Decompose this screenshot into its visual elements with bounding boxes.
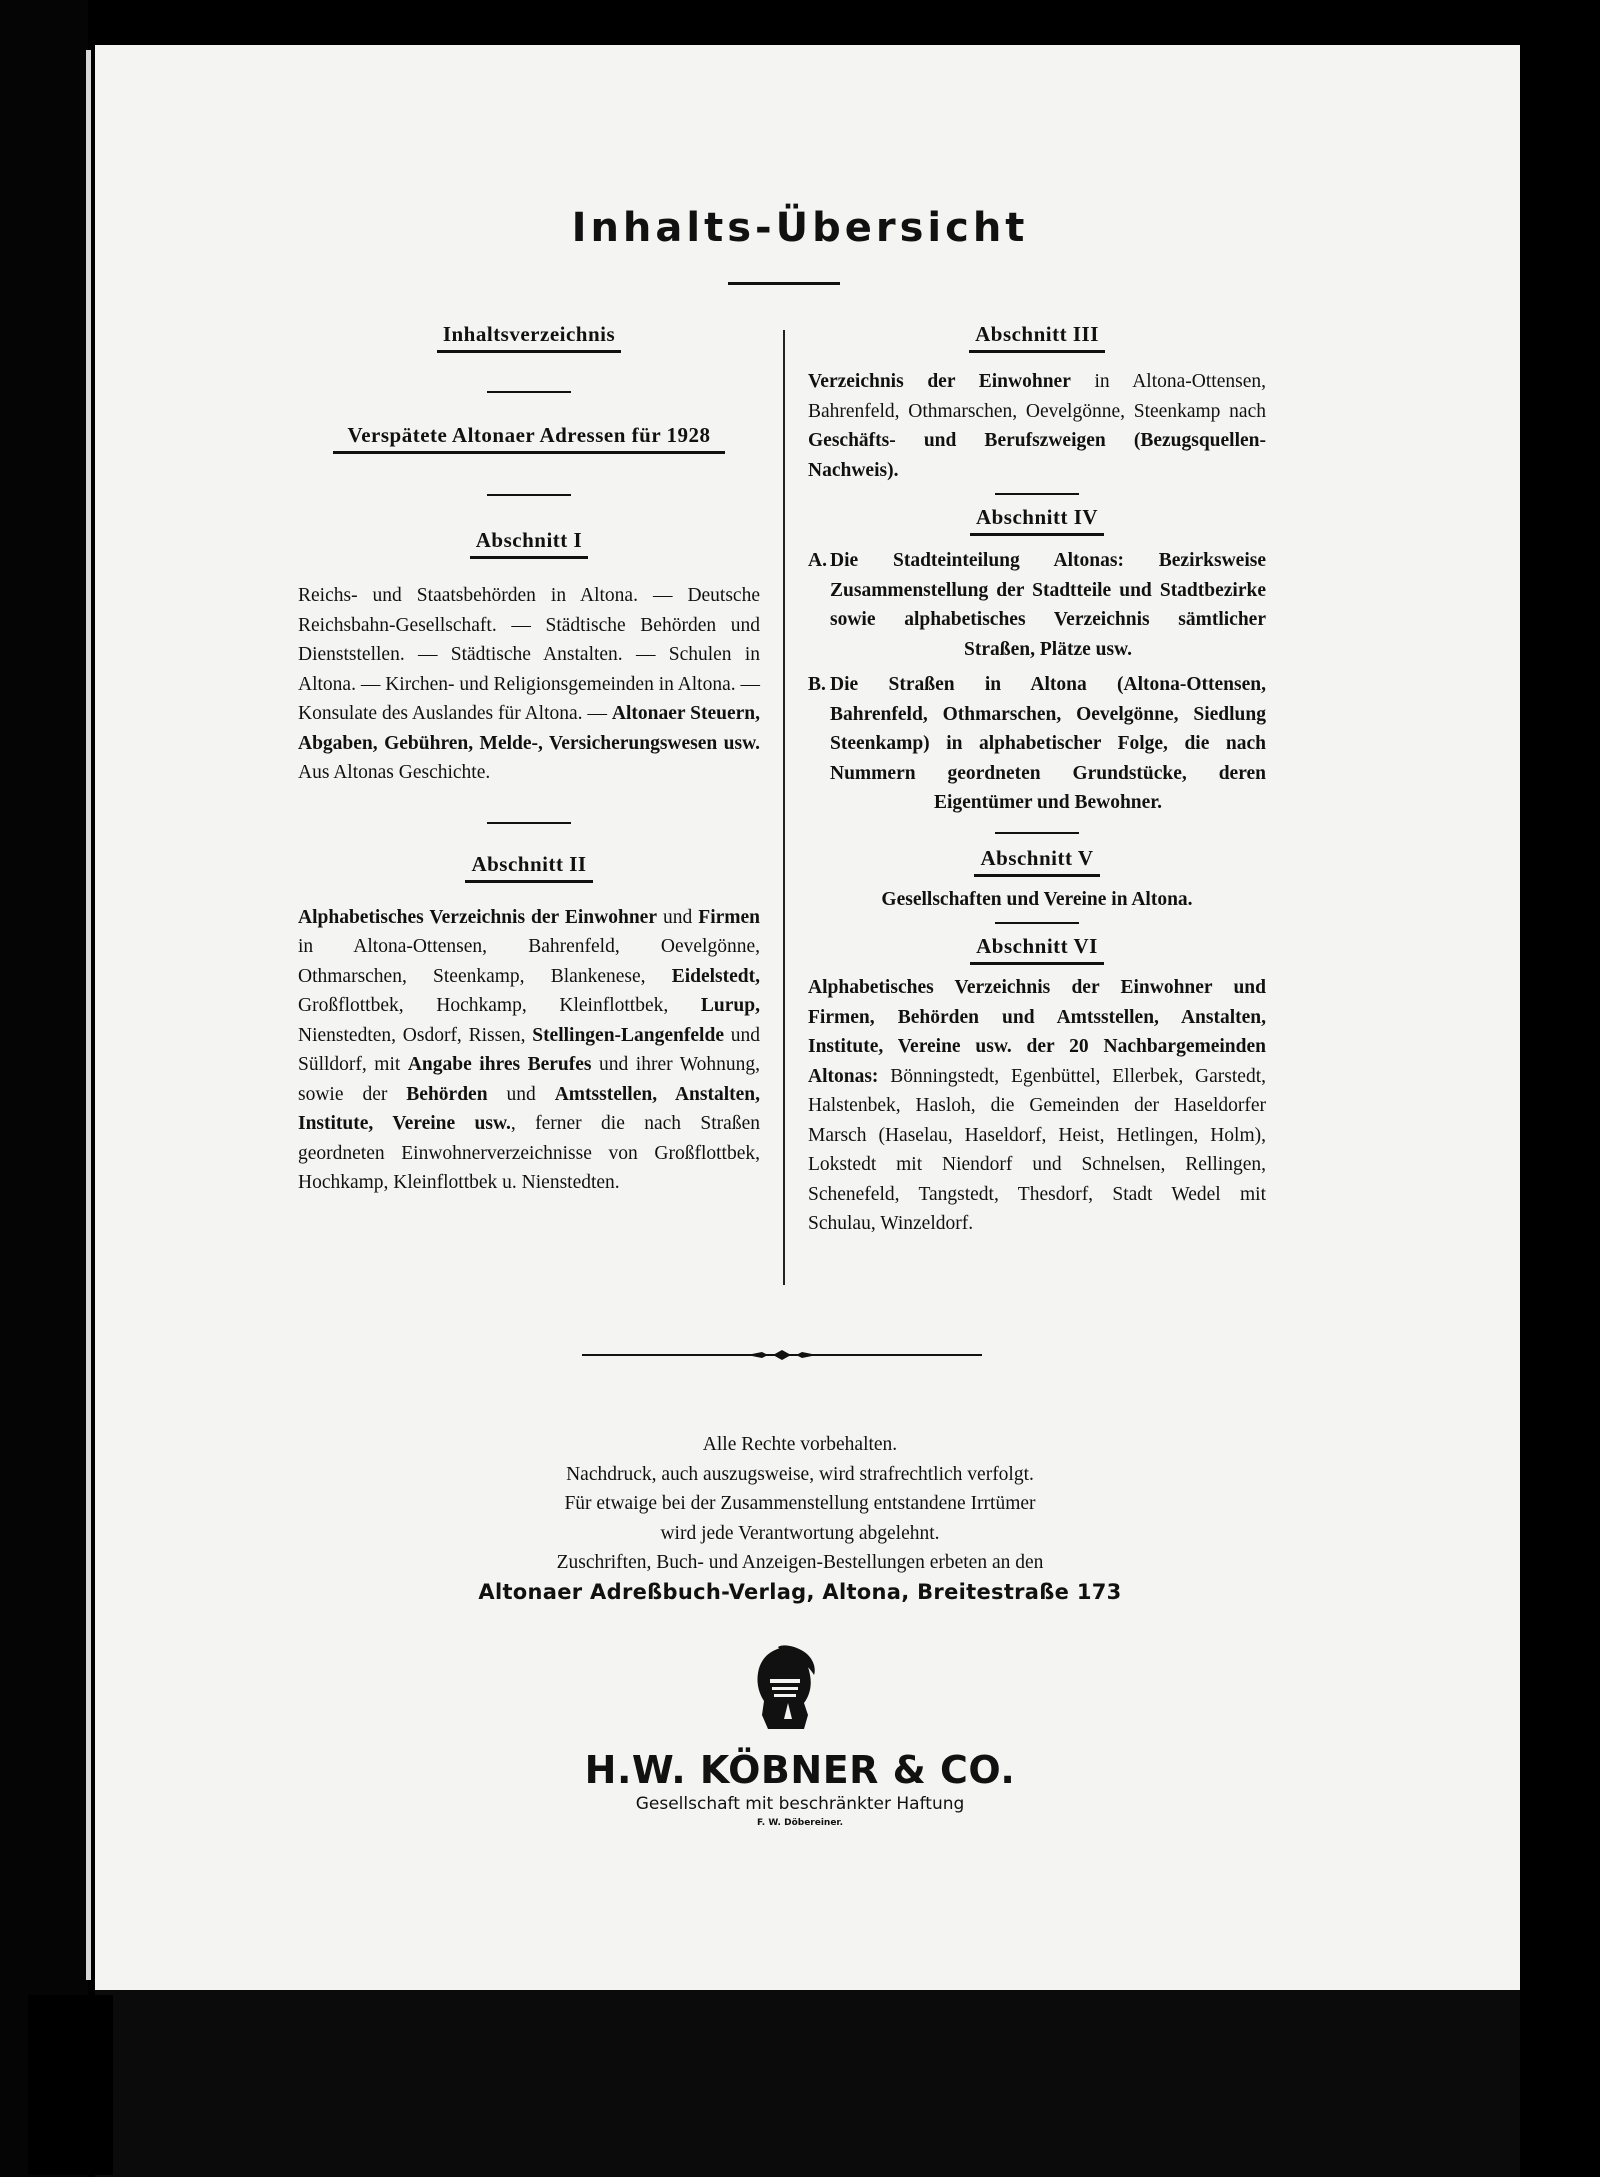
heading-abschnitt-6: Abschnitt VI	[808, 934, 1266, 965]
section-rule	[487, 391, 571, 393]
heading-abschnitt-3: Abschnitt III	[808, 322, 1266, 353]
publisher-block	[0, 1748, 1600, 1828]
knight-helmet-icon	[748, 1645, 824, 1731]
publisher-name: H.W. KÖBNER & CO.	[584, 1748, 1016, 1792]
heading-abschnitt-2: Abschnitt II	[298, 852, 760, 883]
section-rule	[487, 822, 571, 824]
scan-border-bottom	[95, 1990, 1520, 2177]
heading-abschnitt-4: Abschnitt IV	[808, 505, 1266, 536]
list-item: A. Die Stadteinteilung Altonas: Bezirksweise Zusammenstellung der Stadtteile und Stadtbezirke sowie alphabetisches Verzeichnis sämtlicher Straßen, Plätze usw.	[808, 550, 1266, 660]
abschnitt-5-text: Gesellschaften und Vereine in Altona.	[881, 888, 1193, 910]
heading-abschnitt-5: Abschnitt V	[808, 846, 1266, 877]
abschnitt-1-text: Reichs- und Staatsbehörden in Altona. — Deutsche Reichsbahn-Gesellschaft. — Städtische Behörden und Dienststellen. — Städtische Anstalten. — Schulen in Altona. — Kirchen- und Religionsgemeinden in Altona. — Konsulate des Auslandes für Altona. — Altonaer Steuern, Abgaben, Gebühren, Melde-, Versicherungswesen usw. Aus Altonas Geschichte.	[298, 585, 760, 783]
abschnitt-2-text: Alphabetisches Verzeichnis der Einwohner und Firmen in Altona-Ottensen, Bahrenfeld, Oevelgönne, Othmarschen, Steenkamp, Blankenese, Eidelstedt, Großflottbek, Hochkamp, Kleinflottbek, Lurup, Nienstedten, Osdorf, Rissen, Stellingen-Langenfelde und Sülldorf, mit Angabe ihres Berufes und ihrer Wohnung, sowie der Behörden und Amtsstellen, Anstalten, Institute, Vereine usw., ferner die nach Straßen geordneten Einwohnerverzeichnisse von Großflottbek, Hochkamp, Kleinflottbek u. Nienstedten.	[298, 906, 761, 1193]
section-rule	[995, 832, 1079, 834]
section-rule	[995, 493, 1079, 495]
section-rule	[995, 922, 1079, 924]
scan-stain	[28, 1995, 113, 2175]
rights-notice: Alle Rechte vorbehalten. Nachdruck, auch auszugsweise, wird strafrechtlich verfolgt. Für etwaige bei der Zusammenstellung entstandene Irrtümer wird jede Verantwortung abgelehnt. Zuschriften, Buch- und Anzeigen-Bestellungen erbeten an den Altonaer Adreßbuch-Verlag, Altona, Breitestraße 173	[478, 1434, 1122, 1604]
heading-verspaetete: Verspätete Altonaer Adressen für 1928	[298, 423, 760, 454]
abschnitt-3-text: Verzeichnis der Einwohner in Altona-Ottensen, Bahrenfeld, Othmarschen, Oevelgönne, Steenkamp nach Geschäfts- und Berufszweigen (Bezugsquellen-Nachweis).	[808, 371, 1266, 481]
abschnitt-4-list	[808, 546, 1266, 818]
ornament-rule	[582, 1345, 982, 1365]
title-rule	[728, 282, 840, 285]
abschnitt-6-text: Alphabetisches Verzeichnis der Einwohner und Firmen, Behörden und Amtsstellen, Anstalten, Institute, Vereine usw. der 20 Nachbargemeinden Altonas: Bönningstedt, Egenbüttel, Ellerbek, Garstedt, Halstenbek, Hasloh, die Gemeinden der Haseldorfer Marsch (Haselau, Haseldorf, Heist, Hetlingen, Holm), Lokstedt mit Niendorf und Schnelsen, Rellingen, Schenefeld, Tangstedt, Thesdorf, Stadt Wedel mit Schulau, Winzeldorf.	[808, 977, 1266, 1234]
heading-inhaltsverzeichnis: Inhaltsverzeichnis	[298, 322, 760, 353]
binding-edge	[86, 50, 91, 1980]
section-rule	[487, 494, 571, 496]
page-title: Inhalts-Übersicht	[571, 205, 1029, 251]
left-column	[298, 322, 760, 1198]
list-item: B. Die Straßen in Altona (Altona-Ottensen, Bahrenfeld, Othmarschen, Oevelgönne, Siedlung Steenkamp) in alphabetischer Folge, die nach Nummern geordneten Grundstücke, deren Eigentümer und Bewohner.	[808, 674, 1266, 813]
heading-abschnitt-1: Abschnitt I	[298, 528, 760, 559]
right-column	[808, 322, 1266, 1239]
scan-border	[0, 0, 88, 2177]
publisher-subtitle: Gesellschaft mit beschränkter Haftung	[635, 1794, 965, 1814]
column-divider	[783, 330, 785, 1285]
publisher-signature: F. W. Döbereiner.	[756, 1818, 844, 1828]
